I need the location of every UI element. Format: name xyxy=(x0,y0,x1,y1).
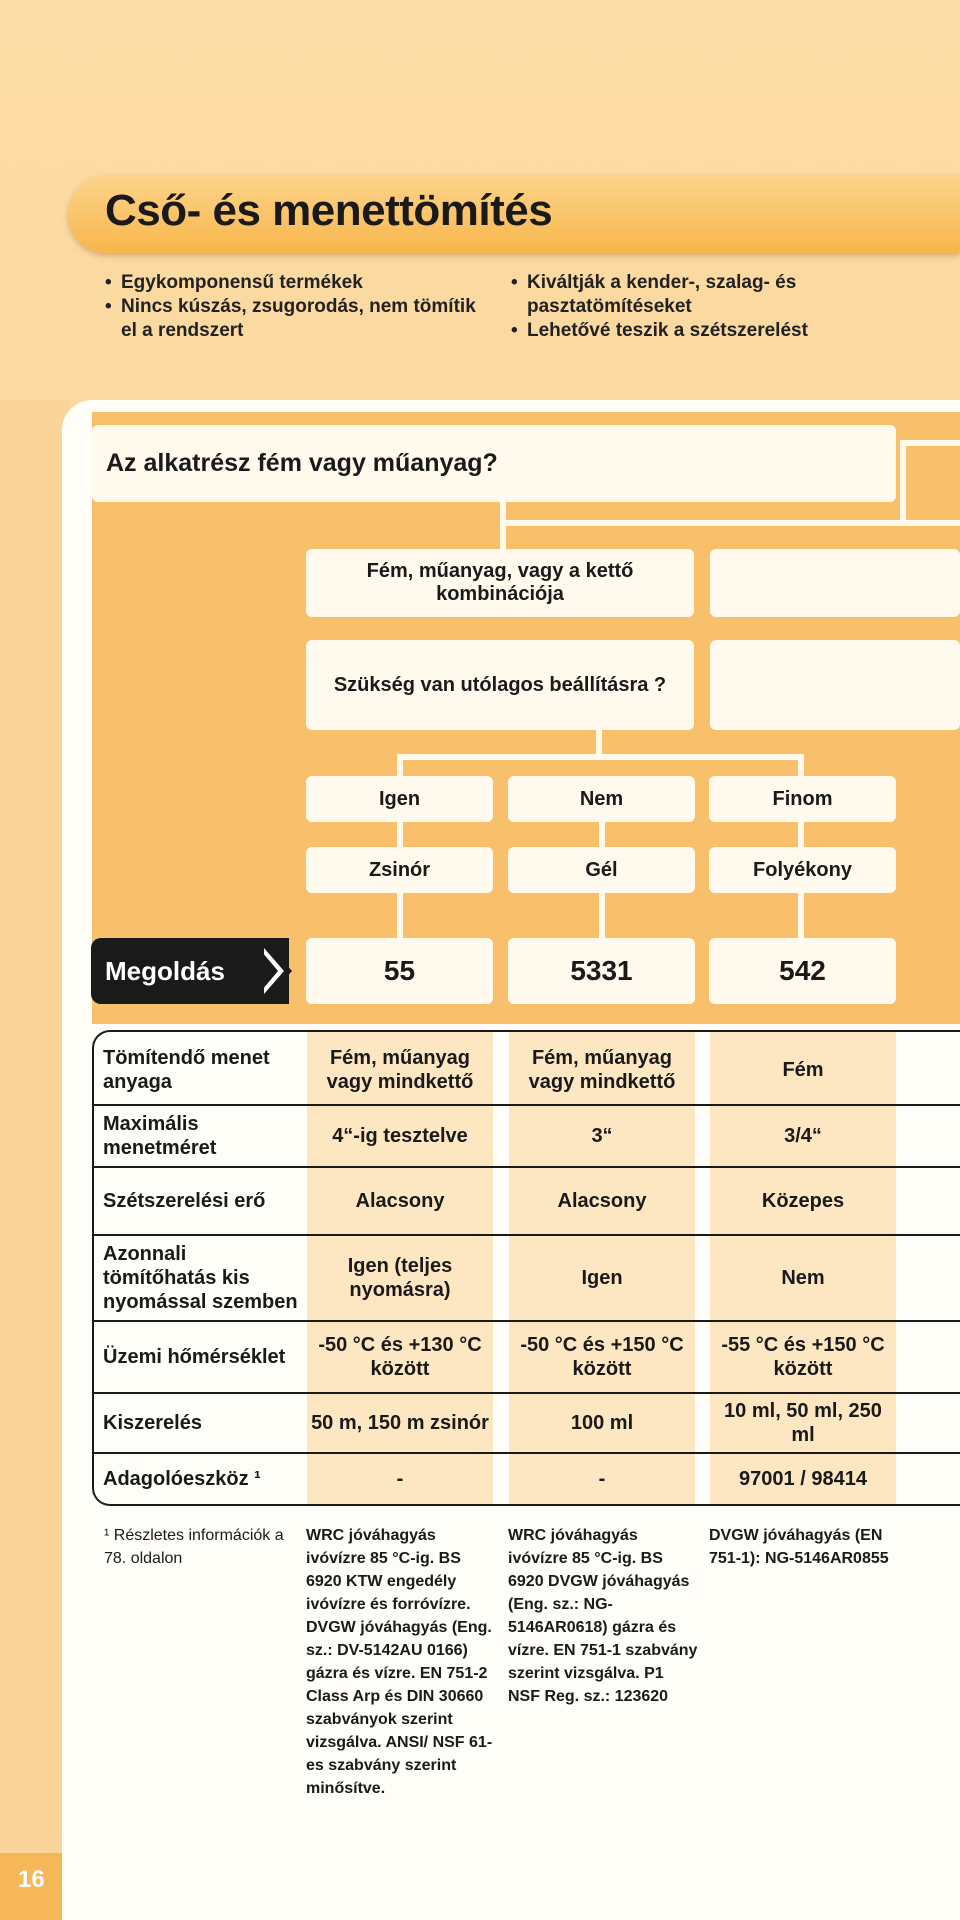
table-row-label: Tömítendő menet anyaga xyxy=(103,1047,270,1093)
table-cell: Fém, műanyag vagy mindkettő xyxy=(528,1047,676,1093)
footnote: ¹ Részletes információk a 78. oldalon xyxy=(104,1527,284,1567)
table-cell: - xyxy=(598,1468,606,1490)
table-cell: 3“ xyxy=(591,1125,613,1147)
bullet-item: • Kiváltják a kender-, szalag- és pasztatömítéseket xyxy=(511,271,841,319)
answer-box: Igen xyxy=(306,776,493,822)
connector-line xyxy=(500,520,960,526)
page-left-strip xyxy=(0,400,70,1920)
connector-line xyxy=(397,892,403,938)
page-number: 16 xyxy=(18,1866,45,1893)
table-row-label: Üzemi hőmérséklet xyxy=(103,1346,286,1368)
table-row-label: Maximális menetméret xyxy=(103,1113,217,1159)
bullet-item: • Egykomponensű termékek xyxy=(105,271,485,295)
table-cell: 3/4“ xyxy=(784,1125,822,1147)
table-cell: Igen (teljes nyomásra) xyxy=(347,1255,453,1301)
table-cell: -50 °C és +150 °C között xyxy=(520,1334,684,1380)
bullet-item: • Lehetővé teszik a szétszerelést xyxy=(511,319,841,343)
answer-box: Finom xyxy=(709,776,896,822)
answer-box: Nem xyxy=(508,776,695,822)
table-cell: Nem xyxy=(781,1267,825,1289)
table-row-label: Kiszerelés xyxy=(103,1412,202,1434)
table-row-label: Azonnali tömítőhatás kis nyomással szemben xyxy=(103,1243,298,1313)
table-row-label: Szétszerelési erő xyxy=(103,1190,266,1212)
connector-line xyxy=(900,440,960,446)
table-cell: - xyxy=(396,1468,404,1490)
approval-note: WRC jóváhagyás ivóvízre 85 °C-ig. BS 6920 KTW engedély ivóvízre és forróvízre. DVGW jóváhagyás (Eng. sz.: DV-5142AU 0166) gázra és vízre. EN 751-2 Class Arp és DIN 30660 szabványok szerint vizsgálva. ANSI/ NSF 61-es szabvány szerint minősítve. xyxy=(306,1527,493,1797)
bullet-item: • Nincs kúszás, zsugorodás, nem tömítik el a rendszert xyxy=(105,295,485,343)
solution-arrow-inner xyxy=(262,952,278,990)
connector-line xyxy=(798,892,804,938)
approval-note: WRC jóváhagyás ivóvízre 85 °C-ig. BS 6920 DVGW jóváhagyás (Eng. sz.: NG-5146AR0618) gázra és vízre. EN 751-1 szabvány szerint vizsgálva. P1 NSF Reg. sz.: 123620 xyxy=(508,1527,698,1705)
table-cell: 4“-ig tesztelve xyxy=(332,1125,468,1147)
bullets-left xyxy=(105,271,485,343)
bullets-right xyxy=(511,271,841,343)
product-box: 542 xyxy=(709,938,896,1004)
table-cell: -50 °C és +130 °C között xyxy=(318,1334,482,1380)
table-cell: Fém xyxy=(782,1059,824,1081)
table-cell: Igen xyxy=(581,1267,623,1289)
adjust-box-alt xyxy=(710,640,960,730)
connector-line xyxy=(900,440,906,526)
table-cell: Közepes xyxy=(761,1190,845,1212)
material-box: Fém, műanyag, vagy a kettő kombinációja xyxy=(306,549,694,617)
approval-note: DVGW jóváhagyás (EN 751-1): NG-5146AR0855 xyxy=(709,1527,889,1567)
table-cell: Alacsony xyxy=(557,1190,647,1212)
question-box: Az alkatrész fém vagy műanyag? xyxy=(92,425,896,502)
form-box: Zsinór xyxy=(306,847,493,893)
product-box: 5331 xyxy=(508,938,695,1004)
material-box-alt xyxy=(710,549,960,617)
form-box: Gél xyxy=(508,847,695,893)
form-box: Folyékony xyxy=(709,847,896,893)
table-cell: 50 m, 150 m zsinór xyxy=(311,1412,489,1434)
table-cell: Alacsony xyxy=(355,1190,445,1212)
table-cell: 100 ml xyxy=(570,1412,634,1434)
table-row-label: Adagolóeszköz ¹ xyxy=(103,1468,261,1490)
table-cell: 97001 / 98414 xyxy=(739,1468,867,1490)
adjust-question-box: Szükség van utólagos beállításra ? xyxy=(306,640,694,730)
table-cell: 10 ml, 50 ml, 250 ml xyxy=(724,1400,882,1446)
table-cell: -55 °C és +150 °C között xyxy=(721,1334,885,1380)
product-box: 55 xyxy=(306,938,493,1004)
solution-label: Megoldás xyxy=(91,938,289,1004)
connector-line xyxy=(397,754,804,760)
connector-line xyxy=(599,892,605,938)
page-title: Cső- és menettömítés xyxy=(105,186,553,235)
table-cell: Fém, műanyag vagy mindkettő xyxy=(326,1047,474,1093)
